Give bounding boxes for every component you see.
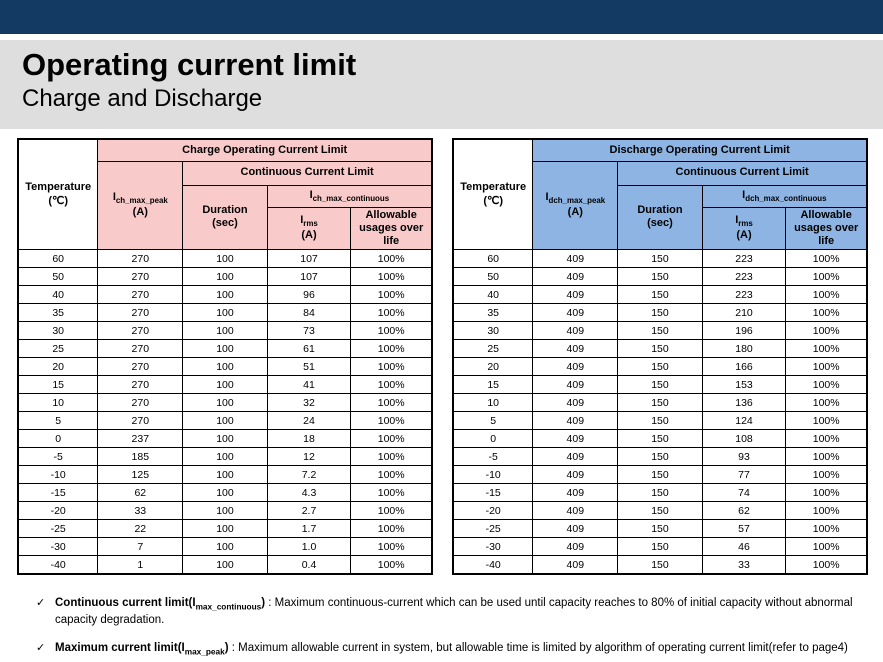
table-cell: 100% — [786, 412, 867, 430]
table-cell: 150 — [618, 358, 702, 376]
page-subtitle: Charge and Discharge — [22, 84, 263, 112]
table-cell: 150 — [618, 484, 702, 502]
table-cell: 100% — [786, 466, 867, 484]
charge-continuous-sub-header — [267, 185, 432, 207]
table-cell: 100% — [351, 430, 432, 448]
table-cell: 10 — [453, 394, 533, 412]
table-row — [18, 268, 432, 286]
table-cell: 100 — [183, 268, 267, 286]
table-cell: 18 — [267, 430, 351, 448]
table-cell: -40 — [453, 556, 533, 575]
table-cell: 150 — [618, 430, 702, 448]
table-cell: 409 — [533, 322, 618, 340]
table-cell: 51 — [267, 358, 351, 376]
table-cell: 1 — [98, 556, 183, 575]
table-row — [453, 250, 867, 268]
table-cell: 223 — [702, 268, 786, 286]
table-cell: 100 — [183, 304, 267, 322]
table-cell: 96 — [267, 286, 351, 304]
table-cell: 409 — [533, 484, 618, 502]
table-cell: 409 — [533, 502, 618, 520]
table-cell: 270 — [98, 412, 183, 430]
table-row — [453, 448, 867, 466]
table-cell: 270 — [98, 340, 183, 358]
table-cell: 100% — [786, 250, 867, 268]
table-cell: 60 — [18, 250, 98, 268]
table-cell: 107 — [267, 268, 351, 286]
tables-container — [17, 138, 868, 575]
continuous-subscript: ch_max_continuous — [312, 193, 390, 203]
table-cell: 100% — [351, 466, 432, 484]
table-row — [18, 412, 432, 430]
table-cell: 30 — [453, 322, 533, 340]
table-cell: 41 — [267, 376, 351, 394]
table-cell: 409 — [533, 394, 618, 412]
table-cell: 0 — [453, 430, 533, 448]
table-cell: 60 — [453, 250, 533, 268]
table-row — [18, 502, 432, 520]
table-row — [18, 430, 432, 448]
table-cell: 409 — [533, 304, 618, 322]
peak-symbol: I — [545, 191, 549, 204]
peak-symbol: I — [112, 191, 116, 204]
continuous-symbol: I — [742, 188, 746, 201]
table-cell: -20 — [453, 502, 533, 520]
table-cell: 100% — [786, 340, 867, 358]
table-cell: 33 — [702, 556, 786, 575]
table-cell: 100 — [183, 520, 267, 538]
table-cell: 100% — [351, 358, 432, 376]
discharge-rms-header — [702, 207, 786, 250]
table-row — [453, 286, 867, 304]
table-cell: 270 — [98, 268, 183, 286]
table-cell: 100% — [351, 322, 432, 340]
continuous-symbol: I — [309, 188, 313, 201]
table-cell: 108 — [702, 430, 786, 448]
table-cell: 150 — [618, 466, 702, 484]
table-cell: 100% — [351, 250, 432, 268]
table-cell: 150 — [618, 448, 702, 466]
table-cell: 150 — [618, 394, 702, 412]
discharge-continuous-sub-header — [702, 185, 867, 207]
table-cell: 100 — [183, 412, 267, 430]
discharge-table-body — [453, 250, 867, 575]
table-cell: 270 — [98, 304, 183, 322]
table-row — [453, 538, 867, 556]
table-cell: 223 — [702, 286, 786, 304]
note-item-continuous — [36, 596, 865, 628]
table-cell: 10 — [18, 394, 98, 412]
table-cell: -40 — [18, 556, 98, 575]
table-cell: 223 — [702, 250, 786, 268]
table-cell: 409 — [533, 466, 618, 484]
table-cell: 100% — [786, 556, 867, 575]
table-cell: 100% — [351, 376, 432, 394]
table-cell: 35 — [18, 304, 98, 322]
note-subscript: max_continuous — [195, 602, 262, 612]
rms-unit: (A) — [736, 229, 752, 242]
table-cell: 1.7 — [267, 520, 351, 538]
table-cell: 15 — [18, 376, 98, 394]
temperature-label: Temperature — [460, 181, 527, 194]
table-cell: 100 — [183, 484, 267, 502]
table-cell: 150 — [618, 322, 702, 340]
table-cell: 40 — [18, 286, 98, 304]
table-cell: 270 — [98, 358, 183, 376]
table-cell: 100 — [183, 394, 267, 412]
discharge-table-title: Discharge Operating Current Limit — [533, 139, 867, 161]
table-cell: 57 — [702, 520, 786, 538]
table-cell: 409 — [533, 286, 618, 304]
table-cell: -10 — [453, 466, 533, 484]
table-cell: -25 — [453, 520, 533, 538]
table-row — [453, 340, 867, 358]
table-cell: -10 — [18, 466, 98, 484]
table-cell: 100 — [183, 340, 267, 358]
table-cell: 136 — [702, 394, 786, 412]
table-cell: 22 — [98, 520, 183, 538]
table-cell: 100% — [351, 304, 432, 322]
table-row — [453, 502, 867, 520]
table-cell: 5 — [18, 412, 98, 430]
discharge-continuous-header: Continuous Current Limit — [618, 161, 867, 185]
note-text — [55, 596, 865, 628]
table-cell: 196 — [702, 322, 786, 340]
table-cell: 100% — [786, 430, 867, 448]
note-bold-suffix: ) — [261, 597, 266, 610]
discharge-duration-header — [618, 185, 702, 250]
table-cell: 100% — [786, 538, 867, 556]
table-cell: 30 — [18, 322, 98, 340]
table-row — [453, 520, 867, 538]
table-row — [18, 304, 432, 322]
table-cell: 100 — [183, 448, 267, 466]
table-row — [453, 412, 867, 430]
peak-unit: (A) — [132, 206, 148, 219]
table-cell: 125 — [98, 466, 183, 484]
table-cell: 35 — [453, 304, 533, 322]
table-cell: 150 — [618, 304, 702, 322]
duration-unit: (sec) — [212, 217, 238, 230]
table-cell: 25 — [18, 340, 98, 358]
table-cell: 62 — [702, 502, 786, 520]
rms-subscript: rms — [738, 219, 753, 229]
table-row — [453, 304, 867, 322]
table-cell: 4.3 — [267, 484, 351, 502]
table-cell: 409 — [533, 412, 618, 430]
charge-duration-header — [183, 185, 267, 250]
table-cell: 237 — [98, 430, 183, 448]
table-row — [453, 484, 867, 502]
table-cell: 100 — [183, 376, 267, 394]
table-cell: 100% — [351, 484, 432, 502]
table-cell: 150 — [618, 502, 702, 520]
table-row — [18, 358, 432, 376]
table-cell: 270 — [98, 286, 183, 304]
table-cell: 150 — [618, 520, 702, 538]
table-cell: 166 — [702, 358, 786, 376]
table-cell: 100% — [351, 448, 432, 466]
table-cell: 100 — [183, 556, 267, 575]
temperature-unit: (℃) — [48, 194, 69, 207]
temperature-label: Temperature — [25, 181, 92, 194]
table-cell: -20 — [18, 502, 98, 520]
table-cell: 100 — [183, 430, 267, 448]
note-item-maximum — [36, 641, 865, 658]
note-subscript: max_peak — [184, 647, 225, 657]
checkmark-icon: ✓ — [36, 642, 46, 655]
table-cell: 7.2 — [267, 466, 351, 484]
rms-symbol: I — [735, 214, 739, 227]
peak-unit: (A) — [567, 206, 583, 219]
table-cell: 33 — [98, 502, 183, 520]
table-cell: 100 — [183, 286, 267, 304]
table-cell: 409 — [533, 376, 618, 394]
table-cell: 409 — [533, 340, 618, 358]
title-band — [0, 40, 883, 129]
table-row — [18, 250, 432, 268]
notes-section — [36, 596, 865, 659]
table-cell: 61 — [267, 340, 351, 358]
table-cell: 0 — [18, 430, 98, 448]
charge-table-title: Charge Operating Current Limit — [98, 139, 432, 161]
table-row — [18, 376, 432, 394]
table-row — [18, 466, 432, 484]
table-cell: 24 — [267, 412, 351, 430]
table-cell: 100% — [786, 520, 867, 538]
rms-unit: (A) — [301, 229, 317, 242]
note-bold-label: Continuous current limit(I — [55, 597, 196, 610]
discharge-temperature-header — [453, 139, 533, 250]
table-cell: 150 — [618, 412, 702, 430]
table-row — [18, 484, 432, 502]
page-title: Operating current limit — [22, 47, 357, 82]
table-row — [18, 538, 432, 556]
table-cell: 12 — [267, 448, 351, 466]
continuous-subscript: dch_max_continuous — [745, 193, 827, 203]
table-cell: 409 — [533, 538, 618, 556]
table-cell: 93 — [702, 448, 786, 466]
charge-temperature-header — [18, 139, 98, 250]
table-cell: 100% — [786, 358, 867, 376]
table-cell: 100% — [786, 268, 867, 286]
note-bold-suffix: ) — [224, 642, 229, 655]
table-cell: 62 — [98, 484, 183, 502]
table-cell: 270 — [98, 394, 183, 412]
table-cell: 100% — [351, 520, 432, 538]
discharge-peak-header — [533, 161, 618, 250]
table-cell: 100% — [786, 394, 867, 412]
table-cell: 40 — [453, 286, 533, 304]
charge-continuous-header: Continuous Current Limit — [183, 161, 432, 185]
table-cell: 100 — [183, 502, 267, 520]
table-cell: -30 — [18, 538, 98, 556]
table-row — [18, 322, 432, 340]
table-row — [453, 394, 867, 412]
table-cell: 5 — [453, 412, 533, 430]
table-cell: 77 — [702, 466, 786, 484]
rms-symbol: I — [300, 214, 304, 227]
table-cell: 15 — [453, 376, 533, 394]
table-row — [453, 430, 867, 448]
table-cell: 7 — [98, 538, 183, 556]
table-cell: 107 — [267, 250, 351, 268]
duration-unit: (sec) — [647, 217, 673, 230]
table-row — [18, 394, 432, 412]
table-cell: -15 — [453, 484, 533, 502]
note-bold-label: Maximum current limit(I — [55, 642, 185, 655]
peak-subscript: dch_max_peak — [548, 196, 606, 206]
table-cell: 32 — [267, 394, 351, 412]
duration-label: Duration — [637, 204, 683, 217]
table-cell: 50 — [453, 268, 533, 286]
table-row — [18, 286, 432, 304]
table-cell: -5 — [18, 448, 98, 466]
table-cell: 150 — [618, 286, 702, 304]
table-cell: 150 — [618, 556, 702, 575]
discharge-allowable-header: Allowable usages over life — [786, 207, 867, 250]
table-cell: 50 — [18, 268, 98, 286]
table-cell: 100% — [786, 376, 867, 394]
table-cell: 25 — [453, 340, 533, 358]
table-cell: 74 — [702, 484, 786, 502]
note-description: : Maximum allowable current in system, but allowable time is limited by algorithm of operating current limit(refer to page4) — [228, 642, 848, 655]
table-cell: 100% — [351, 394, 432, 412]
table-cell: 100% — [786, 286, 867, 304]
table-cell: 150 — [618, 250, 702, 268]
table-cell: 180 — [702, 340, 786, 358]
charge-table-body — [18, 250, 432, 575]
checkmark-icon: ✓ — [36, 597, 46, 610]
table-row — [18, 520, 432, 538]
duration-label: Duration — [202, 204, 248, 217]
table-cell: 100% — [351, 286, 432, 304]
table-row — [453, 376, 867, 394]
table-cell: 100 — [183, 466, 267, 484]
table-cell: 409 — [533, 430, 618, 448]
table-cell: 100% — [786, 322, 867, 340]
table-cell: 20 — [453, 358, 533, 376]
table-cell: 150 — [618, 538, 702, 556]
table-cell: 100 — [183, 538, 267, 556]
discharge-table — [452, 138, 868, 575]
table-cell: 409 — [533, 556, 618, 575]
table-cell: 270 — [98, 322, 183, 340]
table-cell: 185 — [98, 448, 183, 466]
table-cell: 2.7 — [267, 502, 351, 520]
table-cell: 0.4 — [267, 556, 351, 575]
table-cell: 100% — [351, 556, 432, 575]
table-cell: 409 — [533, 250, 618, 268]
table-cell: 84 — [267, 304, 351, 322]
table-cell: -25 — [18, 520, 98, 538]
table-row — [453, 358, 867, 376]
table-row — [453, 466, 867, 484]
table-cell: 100% — [786, 304, 867, 322]
table-cell: 46 — [702, 538, 786, 556]
table-cell: 150 — [618, 340, 702, 358]
temperature-unit: (℃) — [483, 194, 504, 207]
table-cell: 100% — [351, 340, 432, 358]
table-cell: 100% — [786, 448, 867, 466]
table-cell: 100% — [351, 268, 432, 286]
table-cell: -15 — [18, 484, 98, 502]
table-cell: 150 — [618, 268, 702, 286]
charge-rms-header — [267, 207, 351, 250]
table-cell: 210 — [702, 304, 786, 322]
table-cell: 150 — [618, 376, 702, 394]
table-cell: 409 — [533, 268, 618, 286]
table-cell: 270 — [98, 250, 183, 268]
charge-table — [17, 138, 433, 575]
charge-peak-header — [98, 161, 183, 250]
table-cell: 100 — [183, 358, 267, 376]
table-row — [18, 448, 432, 466]
table-cell: -5 — [453, 448, 533, 466]
table-cell: 20 — [18, 358, 98, 376]
table-cell: 153 — [702, 376, 786, 394]
peak-subscript: ch_max_peak — [115, 196, 168, 206]
table-cell: 100 — [183, 250, 267, 268]
table-cell: 270 — [98, 376, 183, 394]
rms-subscript: rms — [303, 219, 318, 229]
table-cell: 100% — [351, 412, 432, 430]
table-cell: 100% — [351, 538, 432, 556]
table-row — [453, 556, 867, 575]
table-cell: 409 — [533, 520, 618, 538]
charge-allowable-header: Allowable usages over life — [351, 207, 432, 250]
table-cell: 409 — [533, 358, 618, 376]
table-cell: 73 — [267, 322, 351, 340]
note-text — [55, 641, 848, 658]
table-cell: 100 — [183, 322, 267, 340]
table-row — [18, 556, 432, 575]
table-row — [453, 268, 867, 286]
table-cell: 100% — [351, 502, 432, 520]
table-cell: 100% — [786, 484, 867, 502]
table-cell: -30 — [453, 538, 533, 556]
table-cell: 100% — [786, 502, 867, 520]
note-description: : Maximum continuous-current which can be used until capacity reaches to 80% of initial capacity without abnormal capacity degradation. — [55, 597, 853, 627]
table-row — [453, 322, 867, 340]
table-cell: 1.0 — [267, 538, 351, 556]
table-cell: 409 — [533, 448, 618, 466]
table-cell: 124 — [702, 412, 786, 430]
top-accent-bar — [0, 0, 883, 34]
table-row — [18, 340, 432, 358]
